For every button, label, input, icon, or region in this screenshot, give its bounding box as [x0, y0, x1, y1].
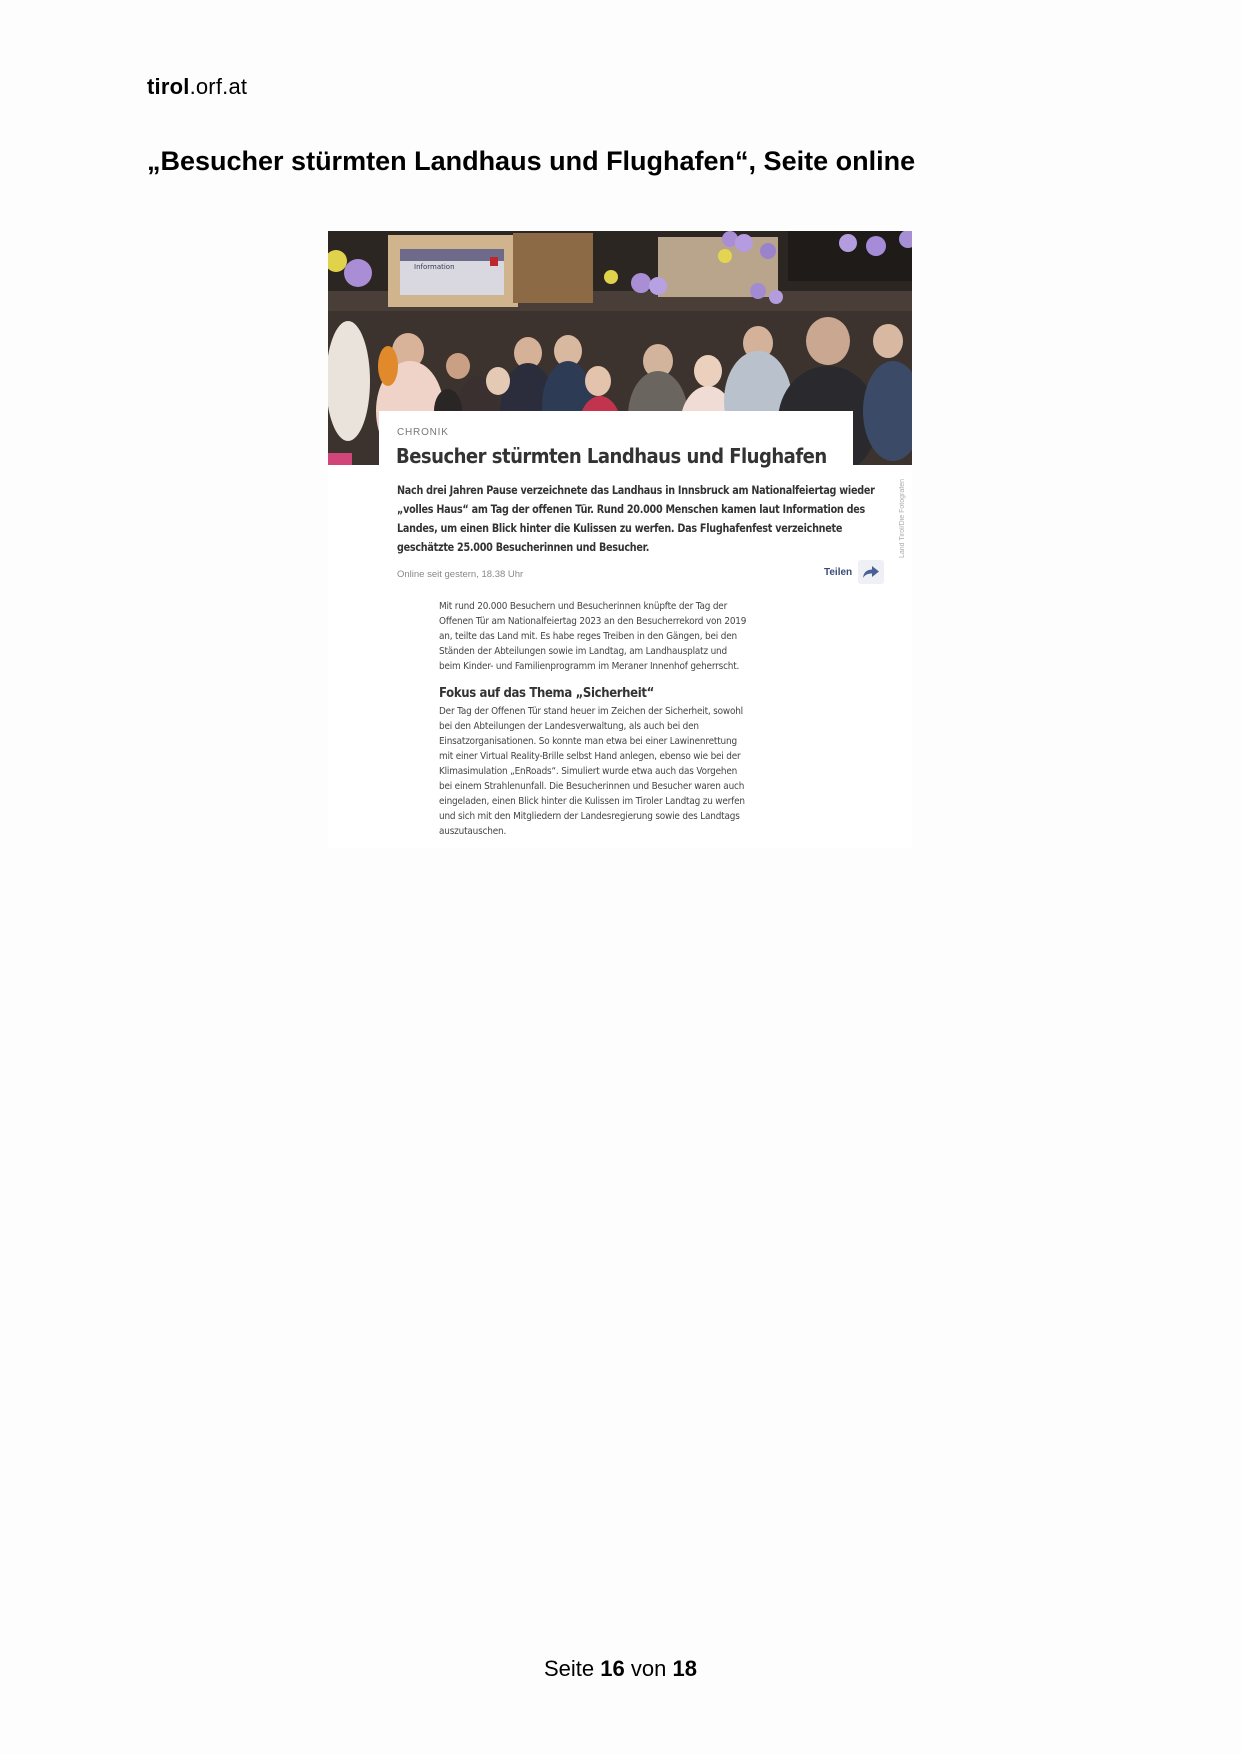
lead-line: Nach drei Jahren Pause verzeichnete das Landhaus in Innsbruck am Nationalfeiertag wieder: [397, 484, 875, 497]
body-paragraph-1: [439, 599, 799, 674]
paragraph-line: Einsatzorganisationen. So konnte man etwa bei einer Lawinenrettung: [439, 736, 737, 747]
publish-time: Online seit gestern, 18.38 Uhr: [397, 569, 524, 580]
paragraph-line: bei einem Strahlenunfall. Die Besucherinnen und Besucher waren auch: [439, 781, 745, 792]
photo-credit: Land Tirol/Die Fotografen: [899, 479, 906, 558]
paragraph-line: Mit rund 20.000 Besuchern und Besucherinnen knüpfte der Tag der: [439, 601, 728, 612]
page-prefix: Seite: [544, 1656, 595, 1681]
total-pages: 18: [672, 1656, 697, 1681]
paragraph-line: an, teilte das Land mit. Es habe reges Treiben in den Gängen, bei den: [439, 631, 737, 642]
current-page: 16: [600, 1656, 625, 1681]
article-subheading: Fokus auf das Thema „Sicherheit“: [439, 686, 654, 701]
share-arrow-icon[interactable]: [858, 560, 884, 584]
paragraph-line: eingeladen, einen Blick hinter die Kulissen im Tiroler Landtag zu werfen: [439, 796, 745, 807]
paragraph-line: Offenen Tür am Nationalfeiertag 2023 an den Besucherrekord von 2019: [439, 616, 747, 627]
paragraph-line: beim Kinder- und Familienprogramm im Meraner Innenhof geherrscht.: [439, 661, 740, 672]
paragraph-line: bei den Abteilungen der Landesverwaltung, als auch bei den: [439, 721, 699, 732]
paragraph-line: Der Tag der Offenen Tür stand heuer im Zeichen der Sicherheit, sowohl: [439, 706, 743, 717]
article-screenshot: [328, 231, 912, 848]
paragraph-line: und sich mit den Mitgliedern der Landesregierung sowie des Landtags: [439, 811, 740, 822]
share-button[interactable]: [824, 560, 884, 584]
paragraph-line: Klimasimulation „EnRoads“. Simuliert wurde etwa auch das Vorgehen: [439, 766, 738, 777]
paragraph-line: mit einer Virtual Reality-Brille selbst Hand anlegen, ebenso wie bei der: [439, 751, 741, 762]
site-name: [147, 74, 247, 100]
article-category[interactable]: CHRONIK: [397, 427, 449, 438]
document-title: „Besucher stürmten Landhaus und Flughafen“, Seite online: [147, 146, 916, 176]
page-number: [0, 1656, 1241, 1682]
article-headline: Besucher stürmten Landhaus und Flughafen: [396, 444, 827, 468]
article-lead: [397, 481, 875, 557]
paragraph-line: auszutauschen.: [439, 826, 507, 837]
lead-line: geschätzte 25.000 Besucherinnen und Besucher.: [397, 541, 650, 554]
paragraph-line: Ständen der Abteilungen sowie im Landtag, am Landhausplatz und: [439, 646, 727, 657]
photo-sign-text: Information: [414, 263, 455, 271]
page-middle: von: [630, 1656, 667, 1681]
share-label: Teilen: [824, 566, 853, 578]
article-body: [439, 599, 799, 839]
lead-line: „volles Haus“ am Tag der offenen Tür. Rund 20.000 Menschen kamen laut Information des: [397, 503, 865, 516]
site-name-bold: tirol: [147, 74, 190, 99]
body-paragraph-2: [439, 704, 799, 839]
site-name-domain: .orf.at: [189, 74, 248, 99]
lead-line: Landes, um einen Blick hinter die Kulissen zu werfen. Das Flughafenfest verzeichnete: [397, 522, 843, 535]
